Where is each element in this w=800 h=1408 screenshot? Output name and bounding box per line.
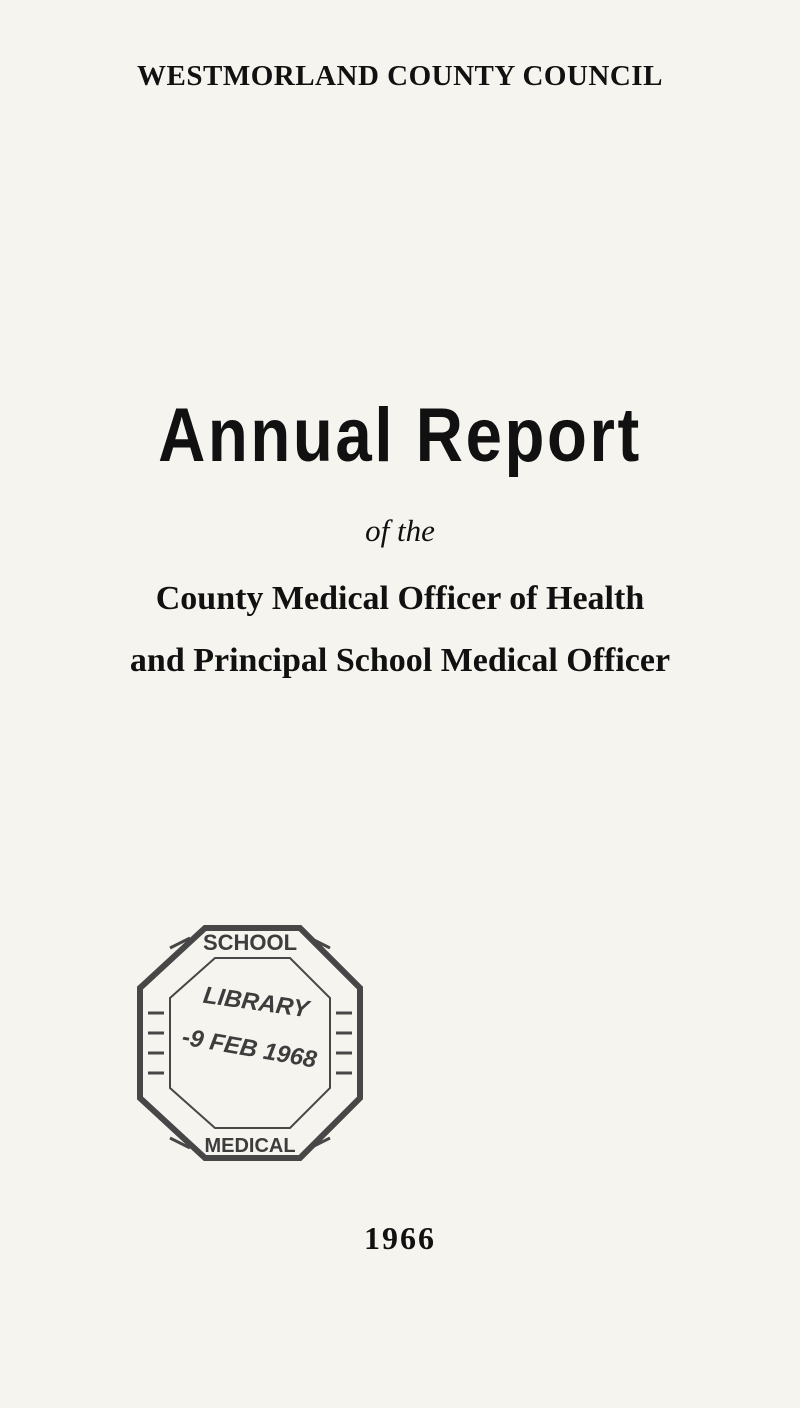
of-the-text: of the [365, 513, 435, 548]
library-stamp [130, 918, 370, 1168]
report-year: 1966 [364, 1220, 436, 1256]
stamp-date-text: -9 FEB 1968 [179, 1023, 319, 1074]
subtitle-line-2: and Principal School Medical Officer [129, 642, 671, 679]
stamp-top-text: SCHOOL [202, 930, 298, 955]
council-name: WESTMORLAND COUNTY COUNCIL [137, 60, 663, 92]
report-title: Annual Report [158, 393, 642, 478]
subtitle-line-1: County Medical Officer of Health [155, 580, 645, 617]
stamp-library-text: LIBRARY [201, 981, 311, 1024]
stamp-bottom-text: MEDICAL [204, 1135, 296, 1157]
